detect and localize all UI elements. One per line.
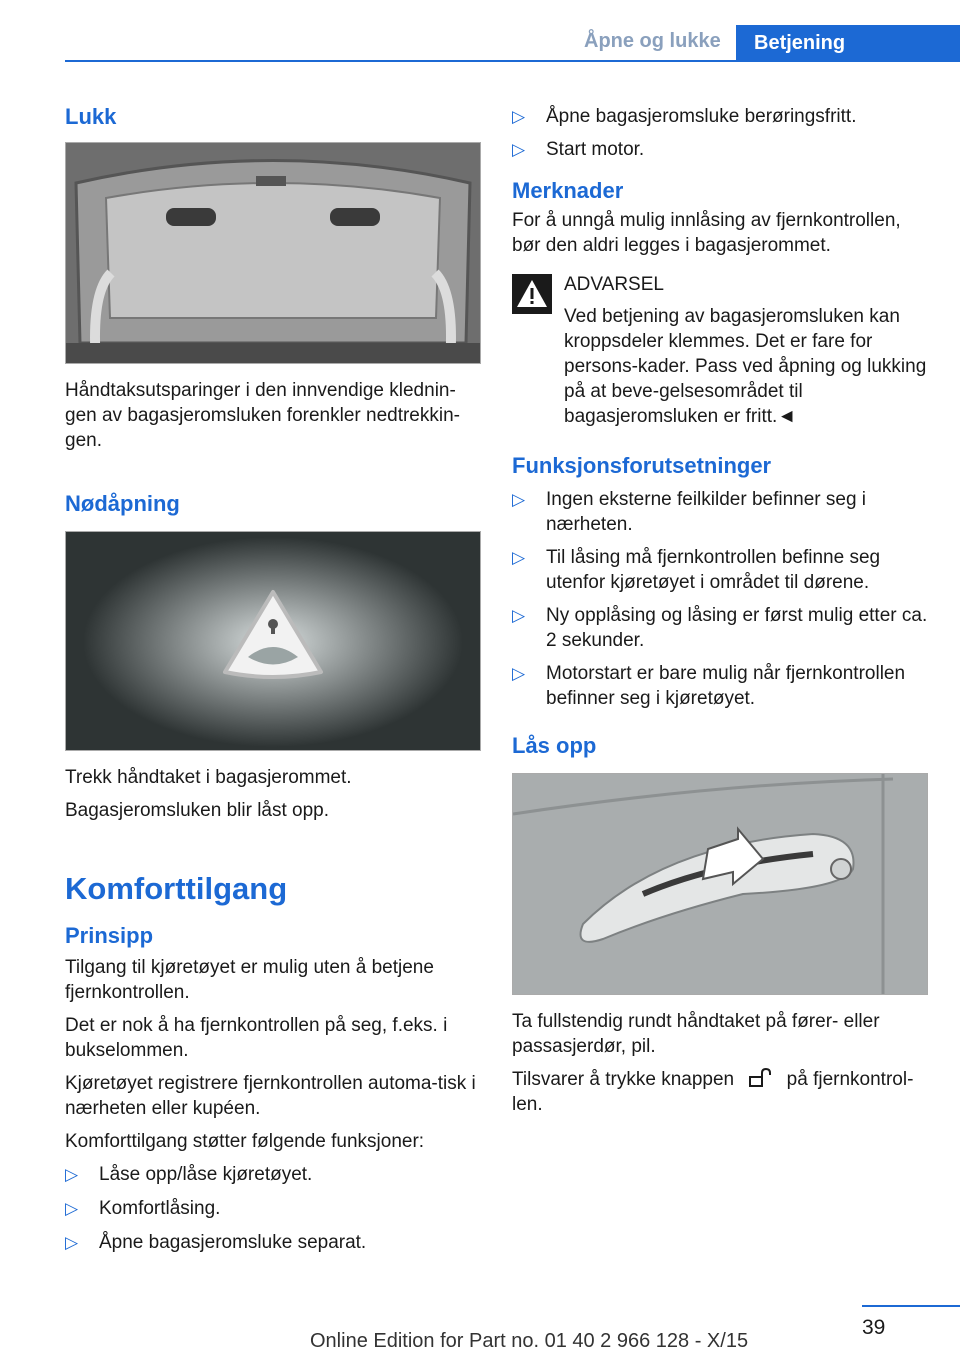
warning-text: Ved betjening av bagasjeromsluken kan kroppsdeler klemmes. Det er fare for persons-kader. Pass ved åpning og lukking på at beve-gelsesområdet til bagasjeromsluken er fritt.◄ [564, 306, 927, 427]
las-opp-text-1: Ta fullstendig rundt håndtaket på fører- eller passasjerdør, pil. [512, 1011, 880, 1057]
function-list [65, 1162, 480, 1255]
nodapning-heading: Nødåpning [65, 491, 180, 516]
header-chapter-tab[interactable]: Betjening [736, 25, 960, 62]
merknader-text: For å unngå mulig innlåsing av fjernkontrollen, bør den aldri legges i bagasjerommet. [512, 210, 901, 256]
bullet-triangle-icon: ▷ [65, 1165, 79, 1184]
bullet-triangle-icon: ▷ [512, 490, 526, 509]
header-rule [65, 60, 960, 62]
bullet-triangle-icon: ▷ [512, 107, 526, 126]
warning-block [512, 272, 928, 429]
prinsipp-text-2: Det er nok å ha fjernkontrollen på seg, f.eks. i bukselommen. [65, 1015, 448, 1061]
list-item: ▷ Start motor. [512, 139, 645, 160]
bullet-triangle-icon: ▷ [65, 1233, 79, 1252]
list-item: ▷ Låse opp/låse kjøretøyet. [65, 1164, 313, 1185]
conditions-list [512, 487, 928, 711]
door-handle-image [512, 773, 928, 995]
bullet-triangle-icon: ▷ [512, 664, 526, 683]
left-column [65, 100, 480, 1255]
bullet-triangle-icon: ▷ [65, 1199, 79, 1218]
prinsipp-text-4: Komforttilgang støtter følgende funksjoner: [65, 1131, 425, 1152]
las-opp-text-2: Tilsvarer å trykke knappen på fjernkontrol-len. [512, 1069, 914, 1115]
warning-title: ADVARSEL [564, 274, 664, 295]
merknader-heading: Merknader [512, 178, 624, 203]
list-item: ▷ Ny opplåsing og låsing er først mulig etter ca. 2 sekunder. [512, 605, 928, 651]
lukk-caption: Håndtaksutsparinger i den innvendige klednin-gen av bagasjeromsluken forenkler nedtrekkin-gen. [65, 380, 460, 451]
lukk-heading: Lukk [65, 104, 117, 129]
list-item: ▷ Komfortlåsing. [65, 1198, 221, 1219]
nodapning-step: Trekk håndtaket i bagasjerommet. [65, 767, 352, 788]
right-column [512, 100, 928, 1117]
bullet-triangle-icon: ▷ [512, 548, 526, 567]
warning-triangle-icon [512, 274, 552, 314]
nodapning-result: Bagasjeromsluken blir låst opp. [65, 800, 330, 821]
list-item: ▷ Motorstart er bare mulig når fjernkontrollen befinner seg i kjøretøyet. [512, 663, 906, 709]
bullet-triangle-icon: ▷ [512, 140, 526, 159]
list-item: ▷ Åpne bagasjeromsluke berøringsfritt. [512, 106, 857, 127]
header-section-tab[interactable]: Åpne og lukke [584, 30, 721, 52]
page-number: 39 [862, 1316, 886, 1339]
trunk-lid-image [65, 142, 481, 364]
prinsipp-heading: Prinsipp [65, 923, 154, 948]
prinsipp-text-3: Kjøretøyet registrere fjernkontrollen automa-tisk i nærheten eller kupéen. [65, 1073, 476, 1119]
footer-rule [862, 1305, 960, 1307]
prinsipp-text-1: Tilgang til kjøretøyet er mulig uten å betjene fjernkontrollen. [65, 957, 434, 1003]
unlock-icon [745, 1068, 775, 1088]
emergency-release-image [65, 531, 481, 751]
function-list-continued [512, 104, 928, 162]
list-item: ▷ Åpne bagasjeromsluke separat. [65, 1232, 367, 1253]
funksjonsforutsetninger-heading: Funksjonsforutsetninger [512, 453, 772, 478]
edition-note: Online Edition for Part no. 01 40 2 966 128 - X/15 [310, 1330, 749, 1352]
bullet-triangle-icon: ▷ [512, 606, 526, 625]
list-item: ▷ Ingen eksterne feilkilder befinner seg i nærheten. [512, 489, 867, 535]
las-opp-heading: Lås opp [512, 733, 597, 758]
list-item: ▷ Til låsing må fjernkontrollen befinne seg utenfor kjøretøyet i området til dørene. [512, 547, 881, 593]
komforttilgang-title: Komforttilgang [65, 871, 288, 906]
